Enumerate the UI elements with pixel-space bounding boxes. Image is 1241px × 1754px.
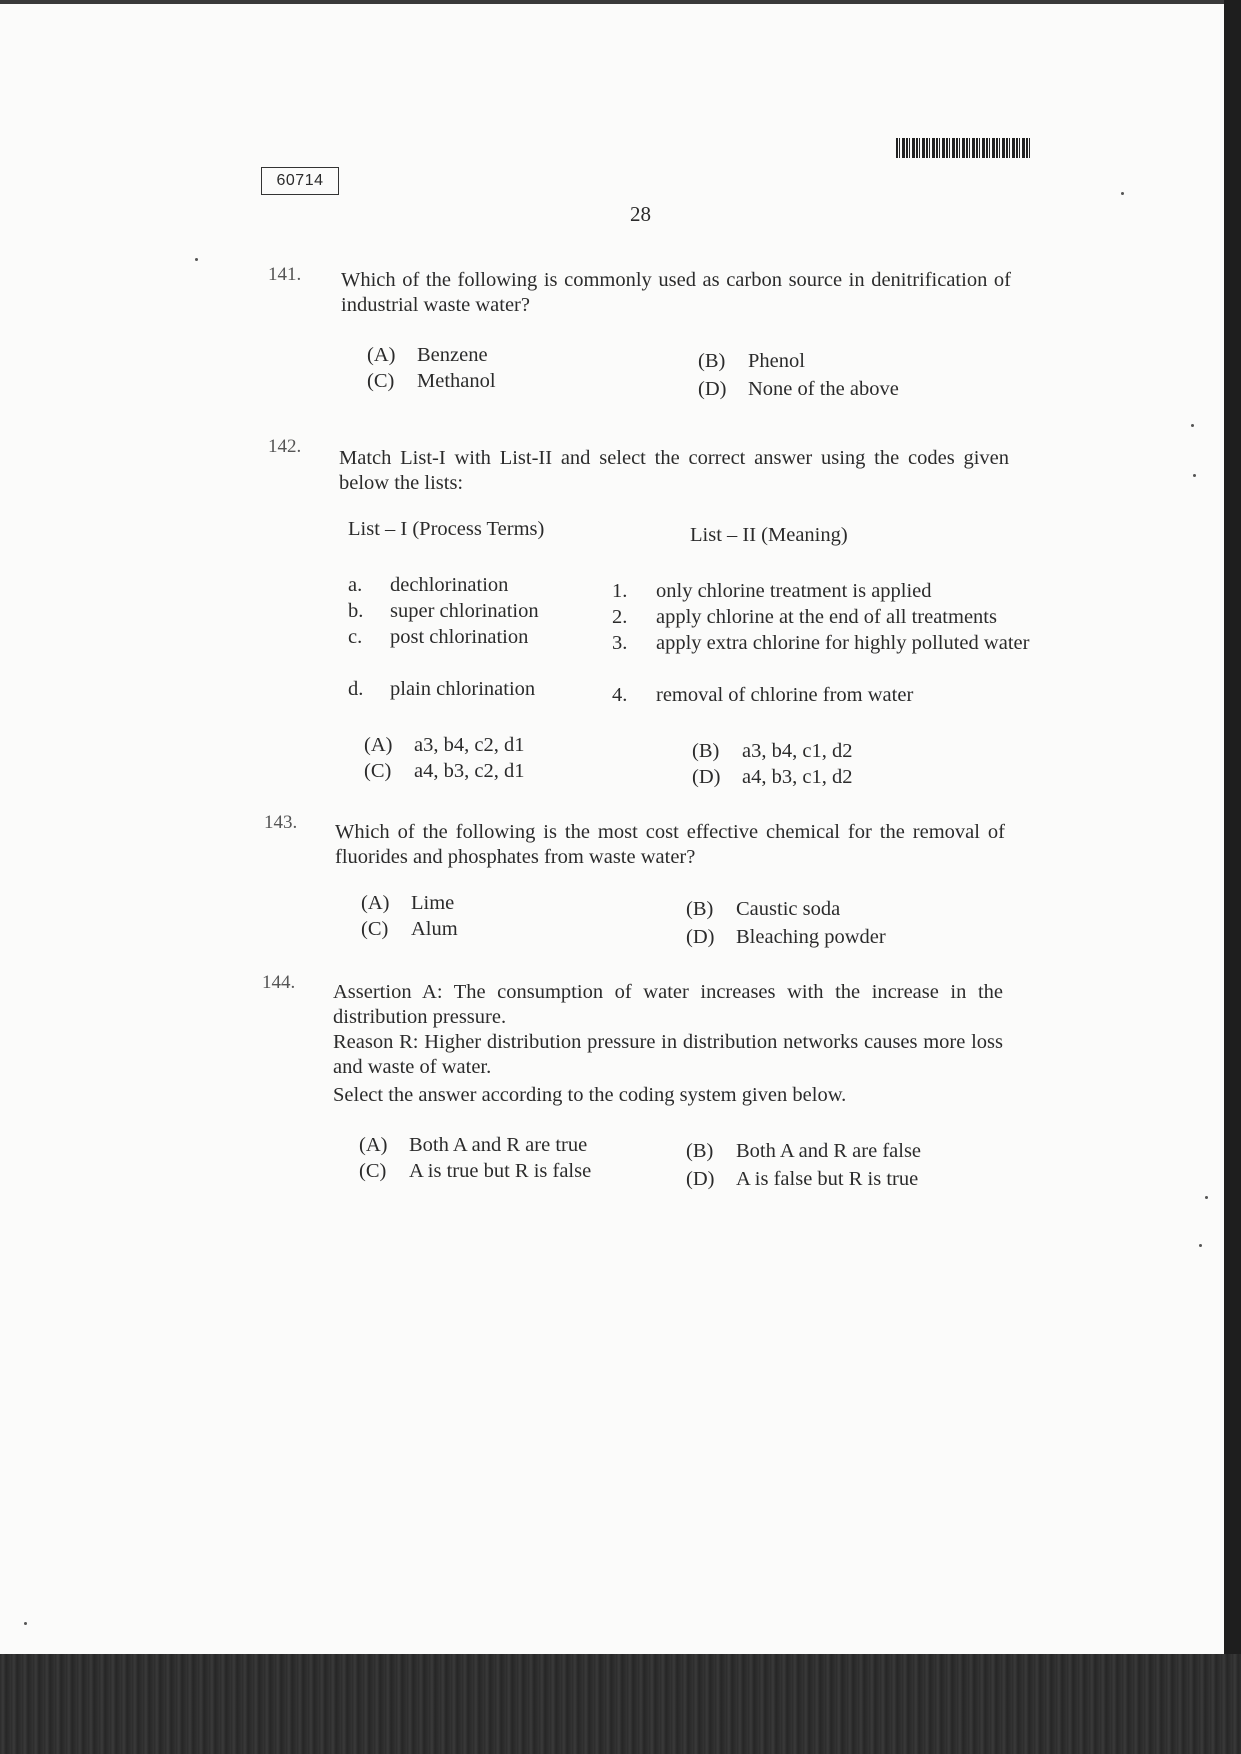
paper-code: 60714 — [261, 167, 339, 195]
question-text: Match List-I with List-II and select the correct answer using the codes given below the lists: — [339, 447, 1009, 494]
option-c: (C) A is true but R is false — [359, 1160, 592, 1182]
list2-item: 1. only chlorine treatment is applied — [612, 580, 932, 602]
option-b: (B) Caustic soda — [686, 898, 841, 920]
option-c: (C) Alum — [361, 918, 458, 940]
list2-item: 3. apply extra chlorine for highly polluted water — [612, 632, 1030, 654]
option-d: (D) None of the above — [698, 378, 899, 400]
list1-item: c. post chlorination — [348, 626, 529, 648]
list2-item: 2. apply chlorine at the end of all treatments — [612, 606, 997, 628]
option-b: (B) Phenol — [698, 350, 805, 372]
option-a: (A) Lime — [361, 892, 455, 914]
option-c: (C) Methanol — [367, 370, 496, 392]
option-d: (D) Bleaching powder — [686, 926, 886, 948]
barcode — [896, 138, 1030, 158]
question-text: Which of the following is the most cost effective chemical for the removal of fluorides and phosphates from waste water? — [335, 821, 1005, 868]
scan-speck — [1193, 474, 1196, 477]
scan-speck — [1205, 1196, 1208, 1199]
page-number: 28 — [630, 202, 651, 226]
list2-item: 4. removal of chlorine from water — [612, 684, 914, 706]
question-text: Which of the following is commonly used as carbon source in denitrification of industrial waste water? — [341, 269, 1011, 316]
option-d: (D) A is false but R is true — [686, 1168, 919, 1190]
list1-item: b. super chlorination — [348, 600, 539, 622]
scan-speck — [1191, 424, 1194, 427]
list1-header: List – I (Process Terms) — [348, 518, 545, 540]
question-number: 141. — [268, 264, 302, 285]
list1-item: d. plain chlorination — [348, 678, 536, 700]
option-a: (A) a3, b4, c2, d1 — [364, 734, 525, 756]
option-a: (A) Both A and R are true — [359, 1134, 588, 1156]
assertion-text: Assertion A: The consumption of water increases with the increase in the distribution pressure. — [333, 981, 1003, 1028]
list1-item: a. dechlorination — [348, 574, 509, 596]
option-b: (B) Both A and R are false — [686, 1140, 922, 1162]
question-number: 144. — [262, 972, 296, 993]
reason-text: Reason R: Higher distribution pressure in distribution networks causes more loss and waste of water. — [333, 1031, 1003, 1078]
scan-speck — [195, 258, 198, 261]
instruction-text: Select the answer according to the coding system given below. — [333, 1084, 847, 1106]
option-c: (C) a4, b3, c2, d1 — [364, 760, 525, 782]
scan-right-edge — [1224, 0, 1241, 1754]
scan-bottom-edge — [0, 1654, 1241, 1754]
option-d: (D) a4, b3, c1, d2 — [692, 766, 853, 788]
scan-speck — [1199, 1244, 1202, 1247]
scan-speck — [1121, 192, 1124, 195]
option-b: (B) a3, b4, c1, d2 — [692, 740, 853, 762]
option-a: (A) Benzene — [367, 344, 488, 366]
list2-header: List – II (Meaning) — [690, 524, 848, 546]
question-number: 143. — [264, 812, 298, 833]
question-number: 142. — [268, 436, 302, 457]
scan-speck — [24, 1622, 27, 1625]
